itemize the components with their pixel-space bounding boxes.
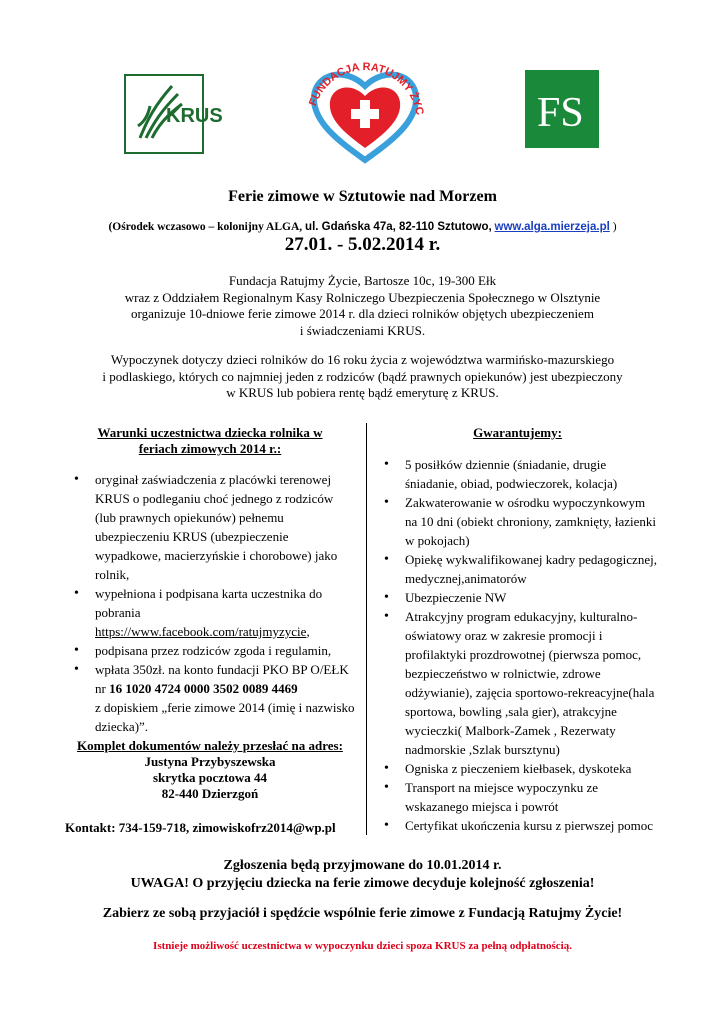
- intro-line: organizuje 10-dniowe ferie zimowe 2014 r. dla dzieci rolników objętych ubezpieczeniem: [131, 306, 594, 321]
- list-item-tail: ,: [306, 624, 310, 639]
- fs-logo-text: FS: [537, 90, 584, 136]
- fs-logo: [525, 70, 599, 148]
- documents-heading: Komplet dokumentów należy przesłać na adres:: [77, 738, 343, 753]
- list-item: • Transport na miejsce wypoczynku ze wskazanego miejsca i powrót: [375, 778, 660, 816]
- venue-prefix: (Ośrodek wczasowo – kolonijny ALGA,: [108, 221, 303, 233]
- venue-url-link[interactable]: www.alga.mierzeja.pl: [494, 221, 610, 233]
- intro-line: wraz z Oddziałem Regionalnym Kasy Rolniczego Ubezpieczenia Społecznego w Olsztynie: [124, 289, 601, 305]
- krus-logo-k: KRUS: [166, 105, 223, 127]
- list-item: [65, 584, 355, 641]
- intro-paragraph: [60, 273, 665, 339]
- list-item: [65, 660, 355, 736]
- list-item: • Ogniska z pieczeniem kiełbasek, dyskoteka: [375, 759, 660, 778]
- list-item: • Opiekę wykwalifikowanej kadry pedagogicznej, medycznej,animatorów: [375, 550, 660, 588]
- guarantees-heading: Gwarantujemy:: [473, 425, 562, 440]
- guarantees-column: [375, 425, 660, 835]
- column-divider: [366, 423, 367, 835]
- heart-cross-logo-icon: [300, 52, 430, 167]
- conditions-heading-line: Warunki uczestnictwa dziecka rolnika w: [97, 425, 323, 440]
- list-item: • Atrakcyjny program edukacyjny, kulturalno-oświatowy oraz w zakresie promocji i profilaktyki prozdrowotnej (pierwsza pomoc, bezpieczeństwo w rolnictwie, zdrowe odżywianie), zajęcia sportowo-rekreacyjne(hala sportowa, bowling ,sala gier), atrakcyjne wycieczki( Malbork-Zamek , Rezerwaty nadmorskie ,Szlak bursztynu): [375, 607, 660, 759]
- registration-deadline: Zgłoszenia będą przyjmowane do 10.01.2014 r.: [223, 858, 502, 873]
- list-item: • Certyfikat ukończenia kursu z pierwszej pomoc: [375, 816, 660, 835]
- intro-line: Fundacja Ratujmy Życie, Bartosze 10c, 19-300 Ełk: [228, 273, 497, 288]
- address-city: 82-440 Dzierzgoń: [161, 786, 259, 801]
- facebook-link[interactable]: https://www.facebook.com/ratujmyzycie: [95, 624, 307, 639]
- conditions-heading-line: feriach zimowych 2014 r.:: [138, 441, 282, 456]
- address-box: skrytka pocztowa 44: [152, 770, 268, 785]
- krus-logo-icon: [126, 76, 223, 152]
- guarantees-list: [375, 455, 660, 835]
- eligibility-line: Wypoczynek dotyczy dzieci rolników do 16 roku życia z województwa warmińsko-mazurskiego: [110, 352, 615, 367]
- registration-notice: [0, 857, 725, 893]
- page-title: Ferie zimowe w Sztutowie nad Morzem: [228, 188, 497, 205]
- venue-suffix: ): [612, 221, 617, 233]
- conditions-heading: [65, 425, 355, 457]
- address-name: Justyna Przybyszewska: [144, 754, 276, 769]
- list-item-text: wpłata 350zł. na konto fundacji PKO BP O/EŁK: [95, 662, 349, 677]
- list-item: • podpisana przez rodziców zgoda i regulamin,: [65, 641, 355, 660]
- list-item: • 5 posiłków dziennie (śniadanie, drugie śniadanie, obiad, podwieczorek, kolacja): [375, 455, 660, 493]
- contact-line: Kontakt: 734-159-718, zimowiskofrz2014@wp.pl: [65, 820, 336, 835]
- list-item: • Ubezpieczenie NW: [375, 588, 660, 607]
- event-dates: 27.01. - 5.02.2014 r.: [284, 234, 441, 255]
- list-item: • Zakwaterowanie w ośrodku wypoczynkowym na 10 dni (obiekt chroniony, zamknięty, łazienki w pokojach): [375, 493, 660, 550]
- list-item: • oryginał zaświadczenia z placówki terenowej KRUS o podleganiu choć jednego z rodziców (lub prawnych opiekunów) pełnemu ubezpieczeniu KRUS (ubezpieczenie wypadkowe, macierzyńskie i chorobowe) jako rolnik,: [65, 470, 355, 584]
- eligibility-line: i podlaskiego, których co najmniej jeden z rodziców (bądź prawnych opiekunów) jest ubezpieczony: [102, 368, 623, 384]
- krus-logo: [124, 74, 223, 154]
- invitation-line: Zabierz ze sobą przyjaciół i spędźcie wspólnie ferie zimowe z Fundacją Ratujmy Życie!: [102, 906, 623, 921]
- account-number: 16 1020 4724 0000 3502 0089 4469: [109, 681, 298, 696]
- conditions-column: [65, 425, 355, 836]
- payment-note: z dopiskiem „ferie zimowe 2014 (imię i nazwisko dziecka)”.: [95, 700, 355, 734]
- intro-line: i świadczeniami KRUS.: [299, 322, 426, 338]
- account-label: nr: [95, 681, 106, 696]
- eligibility-line: w KRUS lub pobiera rentę bądź emeryturę z KRUS.: [226, 385, 499, 400]
- fundacja-logo: [300, 52, 430, 167]
- venue-line: [0, 221, 725, 233]
- non-krus-notice: Istnieje możliwość uczestnictwa w wypoczynku dzieci spoza KRUS za pełną odpłatnością.: [153, 940, 572, 952]
- eligibility-paragraph: [60, 352, 665, 402]
- list-item-text: wypełniona i podpisana karta uczestnika do pobrania: [95, 586, 323, 620]
- fundacja-logo-text: FUNDACJA RATUJMY ŻYC: [306, 61, 426, 117]
- venue-address: ul. Gdańska 47a, 82-110 Sztutowo,: [305, 221, 492, 233]
- conditions-list: [65, 470, 355, 736]
- fs-logo-icon: [525, 70, 599, 148]
- mailing-address: [65, 754, 355, 802]
- order-warning: UWAGA! O przyjęciu dziecka na ferie zimowe decyduje kolejność zgłoszenia!: [130, 876, 595, 891]
